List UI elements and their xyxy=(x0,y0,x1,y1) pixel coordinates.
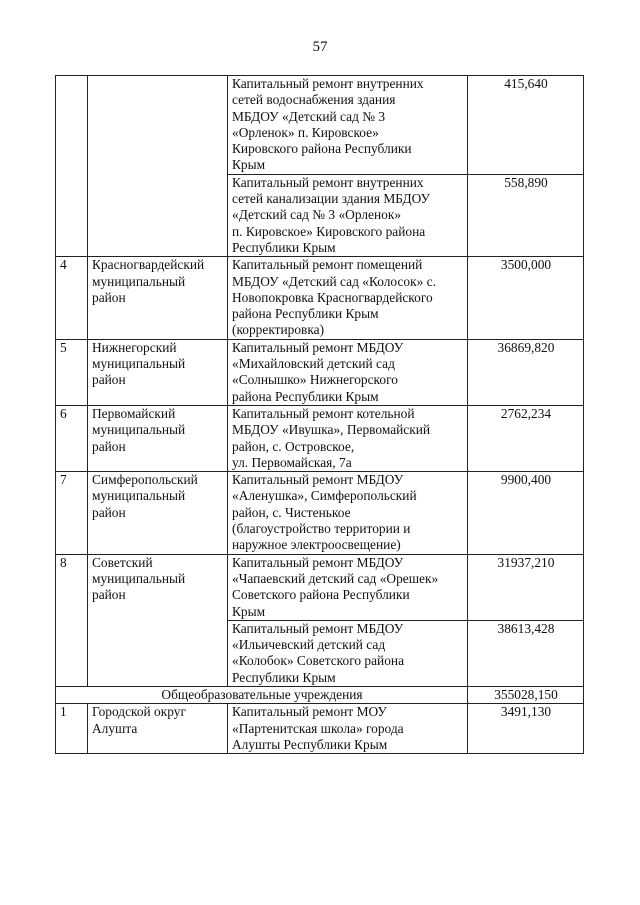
row-number xyxy=(56,76,88,257)
section-total: 355028,150 xyxy=(468,686,584,703)
amount-cell: 3491,130 xyxy=(468,704,584,754)
amount-cell: 558,890 xyxy=(468,174,584,256)
municipality-cell: Красногвардейский муниципальный район xyxy=(88,257,228,339)
table-row xyxy=(56,405,584,471)
amount-cell: 38613,428 xyxy=(468,620,584,686)
table-row xyxy=(56,257,584,339)
municipality-cell: Симферопольский муниципальный район xyxy=(88,472,228,554)
table-row xyxy=(56,472,584,554)
municipality-cell xyxy=(88,76,228,257)
table-row xyxy=(56,704,584,754)
municipality-cell: Городской округ Алушта xyxy=(88,704,228,754)
table-row xyxy=(56,76,584,175)
work-description: Капитальный ремонт МБДОУ «Аленушка», Симферопольский район, с. Чистенькое (благоустройство территории и наружное электроосвещение) xyxy=(228,472,468,554)
municipality-cell: Советский муниципальный район xyxy=(88,554,228,686)
table-row xyxy=(56,554,584,620)
amount-cell: 9900,400 xyxy=(468,472,584,554)
row-number: 7 xyxy=(56,472,88,554)
work-description: Капитальный ремонт внутренних сетей канализации здания МБДОУ «Детский сад № 3 «Орленок» п. Кировское» Кировского района Республики Крым xyxy=(228,174,468,256)
municipality-cell: Первомайский муниципальный район xyxy=(88,405,228,471)
work-description: Капитальный ремонт МБДОУ «Ильичевский детский сад «Колобок» Советского района Республики Крым xyxy=(228,620,468,686)
funding-table xyxy=(55,75,584,754)
amount-cell: 415,640 xyxy=(468,76,584,175)
work-description: Капитальный ремонт МБДОУ «Михайловский детский сад «Солнышко» Нижнегорского района Республики Крым xyxy=(228,339,468,405)
section-row xyxy=(56,686,584,703)
work-description: Капитальный ремонт помещений МБДОУ «Детский сад «Колосок» с. Новопокровка Красногвардейского района Республики Крым (корректировка) xyxy=(228,257,468,339)
row-number: 5 xyxy=(56,339,88,405)
section-heading: Общеобразовательные учреждения xyxy=(56,686,468,703)
amount-cell: 36869,820 xyxy=(468,339,584,405)
work-description: Капитальный ремонт МБДОУ «Чапаевский детский сад «Орешек» Советского района Республики Крым xyxy=(228,554,468,620)
row-number: 1 xyxy=(56,704,88,754)
work-description: Капитальный ремонт внутренних сетей водоснабжения здания МБДОУ «Детский сад № 3 «Орленок» п. Кировское» Кировского района Республики Крым xyxy=(228,76,468,175)
row-number: 6 xyxy=(56,405,88,471)
work-description: Капитальный ремонт котельной МБДОУ «Ивушка», Первомайский район, с. Островское, ул. Первомайская, 7а xyxy=(228,405,468,471)
row-number: 8 xyxy=(56,554,88,686)
municipality-cell: Нижнегорский муниципальный район xyxy=(88,339,228,405)
amount-cell: 3500,000 xyxy=(468,257,584,339)
amount-cell: 2762,234 xyxy=(468,405,584,471)
page-number: 57 xyxy=(312,39,328,55)
amount-cell: 31937,210 xyxy=(468,554,584,620)
table-row xyxy=(56,339,584,405)
row-number: 4 xyxy=(56,257,88,339)
work-description: Капитальный ремонт МОУ «Партенитская школа» города Алушты Республики Крым xyxy=(228,704,468,754)
